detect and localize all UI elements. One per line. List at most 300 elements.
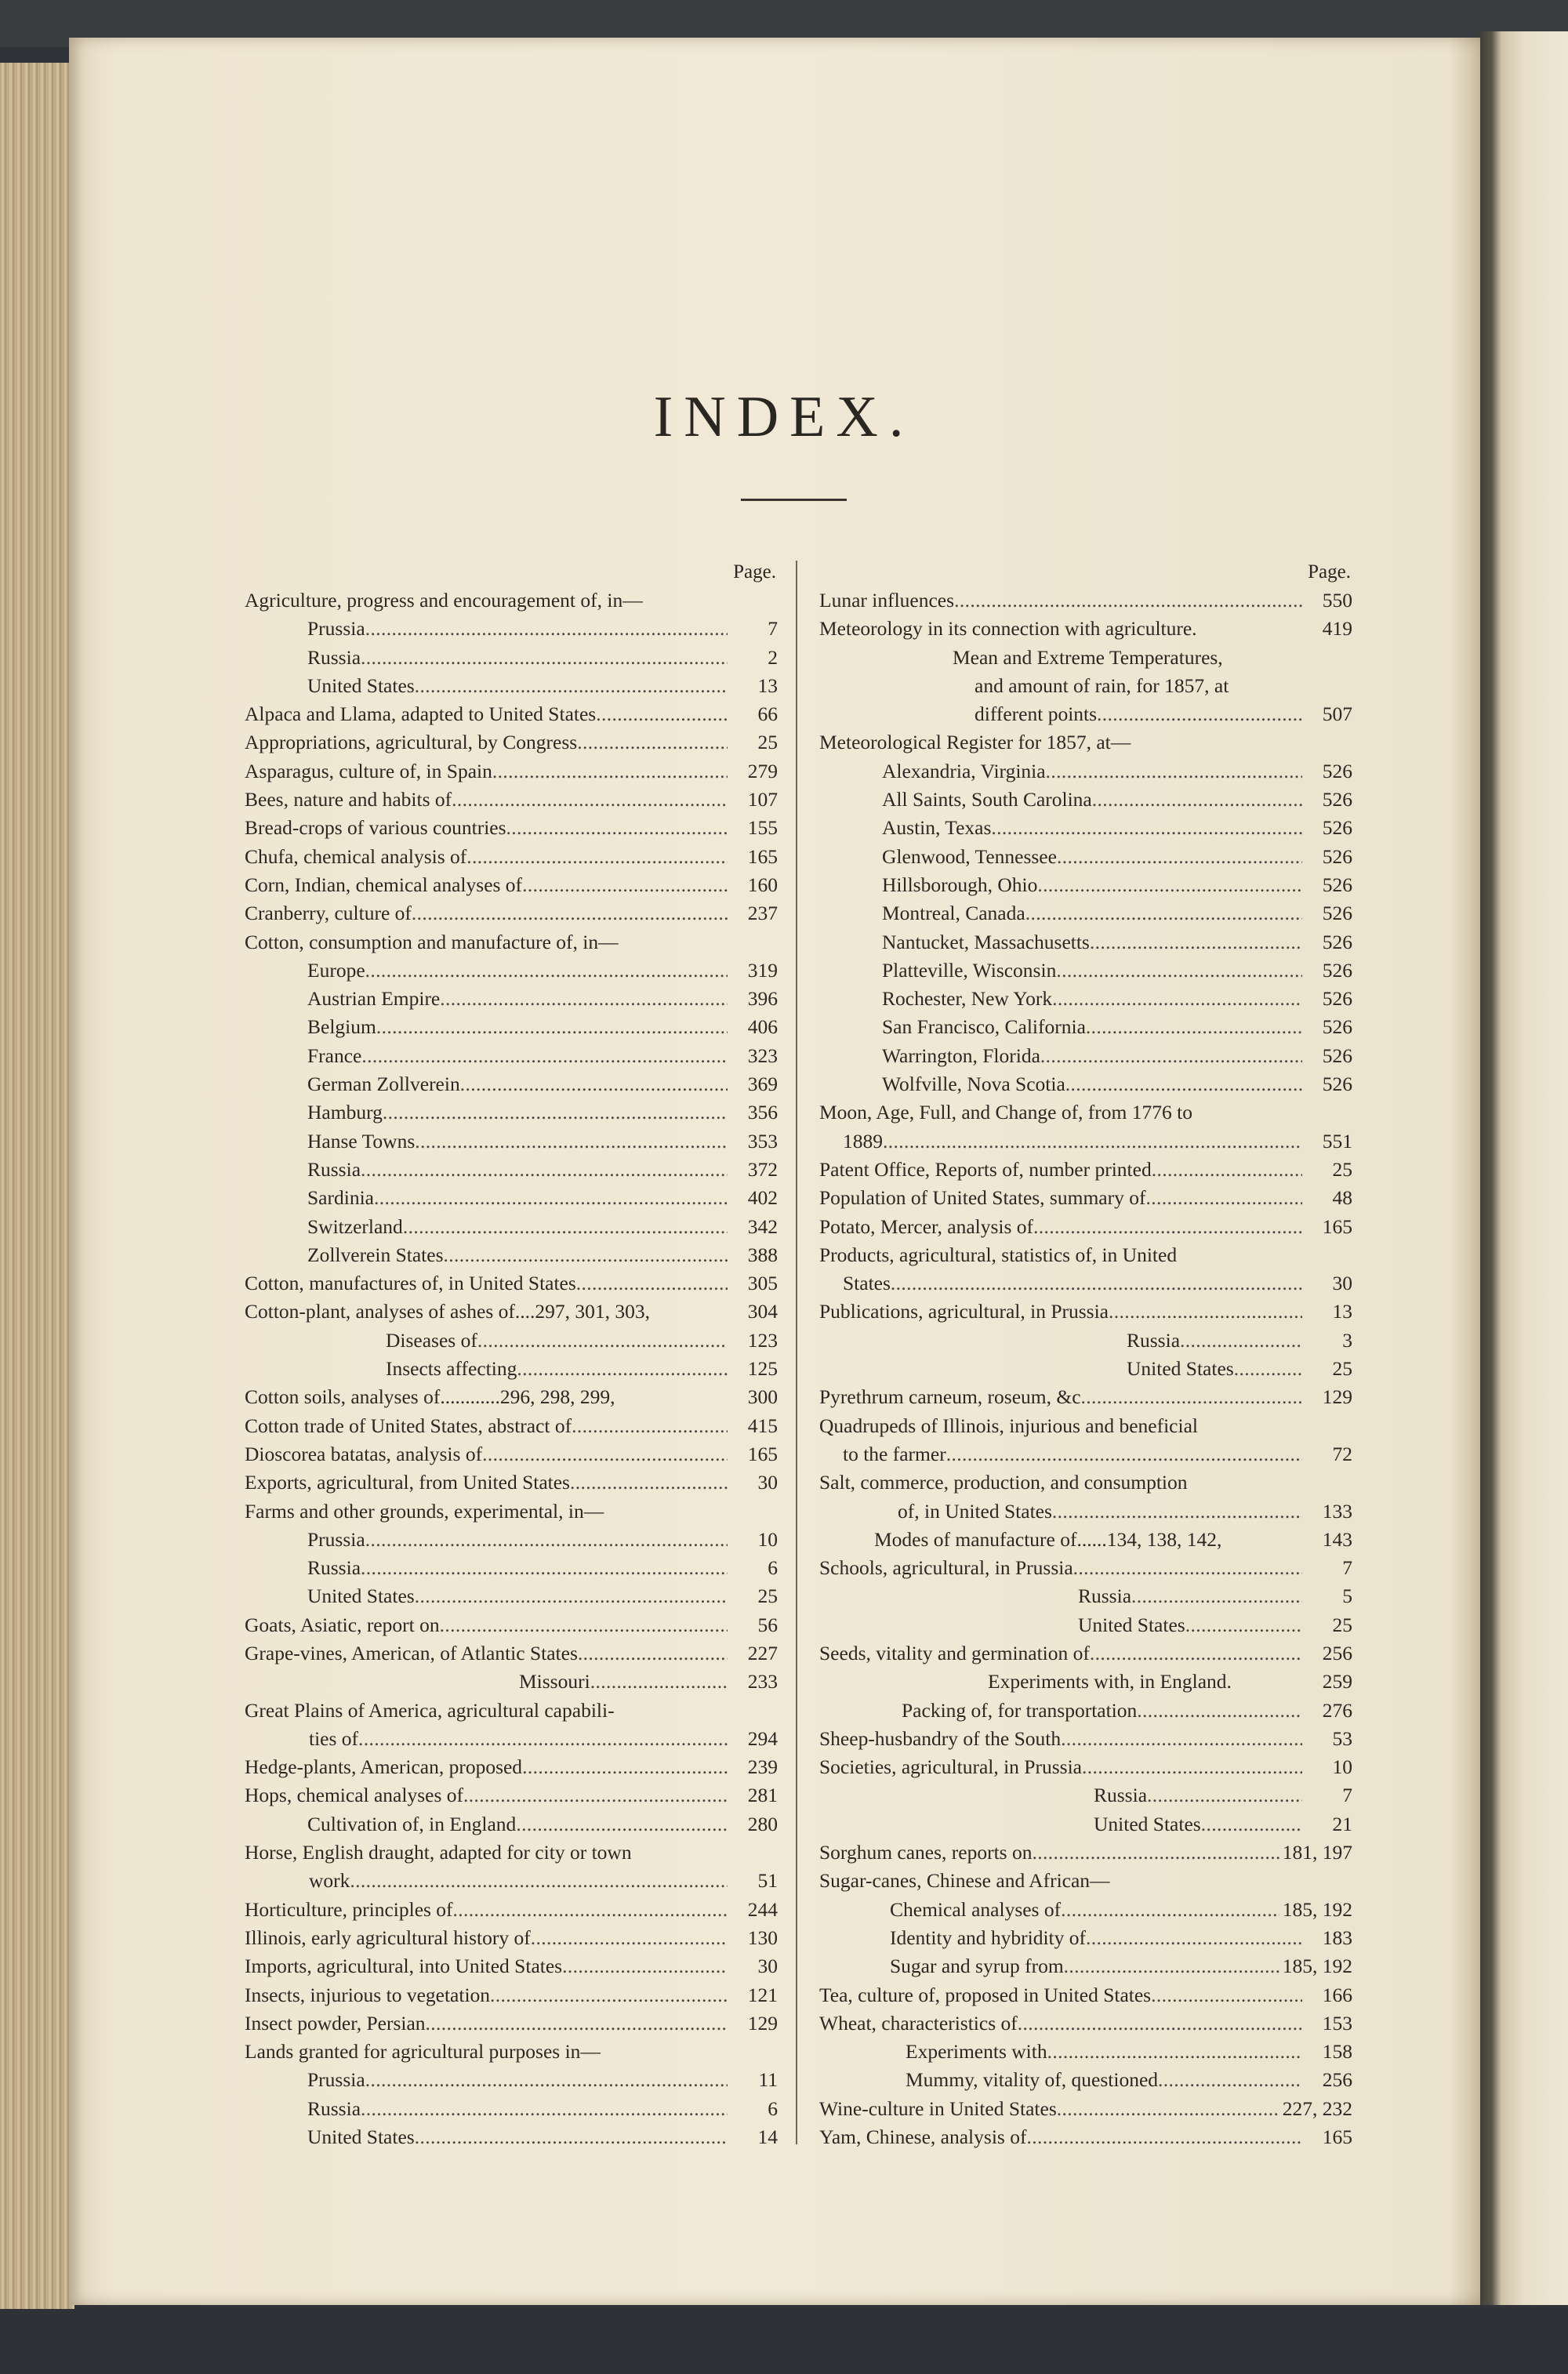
index-entry [819,1098,1352,1127]
dot-leader [415,672,728,700]
dot-leader [358,1725,728,1753]
entry-page-number: 21 [1332,1812,1352,1835]
index-entry [245,1127,778,1156]
entry-text: Schools, agricultural, in Prussia [819,1556,1073,1580]
entry-text: San Francisco, California [882,1015,1086,1039]
index-entry [819,899,1352,927]
dot-leader [1057,843,1302,871]
entry-text: Dioscorea batatas, analysis of [245,1442,483,1465]
index-entry [819,1327,1352,1355]
dot-leader [361,1156,728,1184]
index-entry [245,1042,778,1070]
dot-leader [463,1781,728,1810]
entry-text: Wheat, characteristics of [819,2011,1018,2035]
index-entry [245,2009,778,2038]
index-entry [245,928,778,956]
dot-leader [361,644,728,672]
dot-leader [1026,2123,1302,2151]
entry-text: Cotton-plant, analyses of ashes of....297, 301, 303, [245,1300,651,1323]
entry-text: Illinois, early agricultural history of [245,1926,531,1949]
index-entry [819,1554,1352,1582]
entry-text: Population of United States, summary of [819,1186,1146,1210]
dot-leader [1033,1213,1302,1241]
dot-leader [361,1042,728,1070]
entry-page-number: 244 [747,1897,778,1921]
dot-leader [1064,1952,1279,1980]
index-entry [819,672,1352,700]
entry-text: Russia [1078,1584,1132,1608]
index-entry [819,1241,1352,1269]
index-entry [245,728,778,757]
dot-leader [482,1440,728,1468]
index-entry [245,1070,778,1098]
entry-page-number: 279 [747,759,778,782]
entry-text: Insect powder, Persian [245,2011,426,2035]
entry-text: Switzerland [307,1214,403,1238]
dot-leader [453,1896,728,1924]
index-entry [819,1668,1352,1696]
index-entry [819,757,1352,786]
entry-page-number: 276 [1322,1698,1352,1722]
entry-text: Agriculture, progress and encouragement of, in— [245,589,643,612]
entry-page-number: 526 [1322,788,1352,811]
entry-page-number: 133 [1322,1499,1352,1523]
entry-text: Yam, Chinese, analysis of [819,2125,1027,2149]
dot-leader [361,1554,728,1582]
index-entry [245,1298,778,1326]
entry-text: Hops, chemical analyses of [245,1784,463,1807]
entry-text: German Zollverein [307,1073,460,1096]
entry-text: Zollverein States [307,1243,444,1266]
entry-text: Austin, Texas [882,816,992,840]
entry-page-number: 526 [1322,930,1352,953]
entry-page-number: 125 [747,1357,778,1381]
dot-leader [891,1269,1302,1298]
entry-text: Seeds, vitality and germination of [819,1641,1090,1664]
entry-page-number: 7 [1342,1784,1352,1807]
dot-leader [383,1098,728,1127]
index-entry [245,1013,778,1041]
entry-text: Cotton, consumption and manufacture of, in— [245,930,619,953]
dot-leader [415,1127,728,1156]
entry-text: Chufa, chemical analysis of [245,844,467,868]
index-entry [245,615,778,643]
dot-leader [1040,1042,1302,1070]
index-entry [245,814,778,842]
index-entry [819,1468,1352,1497]
entry-text: Lunar influences [819,589,955,612]
entry-page-number: 129 [1322,1385,1352,1409]
entry-text: Experiments with, in England. [988,1670,1232,1693]
dot-leader [365,956,728,985]
dot-leader [1097,700,1302,728]
entry-text: Hedge-plants, American, proposed [245,1755,523,1779]
entry-page-number: 3 [1342,1328,1352,1352]
entry-text: Prussia [307,2068,365,2092]
index-entry [245,1440,778,1468]
entry-page-number: 294 [747,1726,778,1750]
entry-text: Nantucket, Massachusetts [882,930,1090,953]
dot-leader [1201,1810,1302,1839]
dot-leader [883,1127,1302,1156]
entry-page-number: 30 [757,1955,778,1978]
entry-page-number: 25 [1332,1157,1352,1181]
entry-page-number: 13 [1332,1300,1352,1323]
entry-page-number: 56 [757,1613,778,1636]
dot-leader [365,2066,728,2094]
entry-page-number: 281 [747,1784,778,1807]
entry-text: All Saints, South Carolina [882,788,1092,811]
index-entry [819,2123,1352,2151]
index-entry [245,843,778,871]
dot-leader [1018,2009,1302,2038]
entry-text: Sugar-canes, Chinese and African— [819,1869,1110,1893]
facing-page-edge [1478,31,1568,2305]
entry-page-number: 155 [747,816,778,840]
entry-page-number: 233 [747,1670,778,1693]
entry-page-number: 227 [747,1641,778,1664]
dot-leader [1092,786,1302,814]
entry-page-number: 415 [747,1414,778,1437]
dot-leader [1152,1156,1302,1184]
entry-text: Wolfville, Nova Scotia [882,1073,1065,1096]
entry-page-number: 369 [747,1073,778,1096]
entry-page-number: 123 [747,1328,778,1352]
dot-leader [376,1013,728,1041]
index-entry [245,1383,778,1411]
entry-page-number: 6 [768,1556,778,1580]
dot-leader [517,1355,728,1383]
dot-leader [1137,1697,1302,1725]
entry-text: Cultivation of, in England [307,1812,517,1835]
entry-text: Warrington, Florida [882,1044,1040,1067]
entry-page-number: 25 [1332,1613,1352,1636]
dot-leader [477,1327,728,1355]
entry-page-number: 280 [747,1812,778,1835]
entry-page-number: 526 [1322,1015,1352,1039]
entry-page-number: 10 [1332,1755,1352,1779]
entry-page-number: 551 [1322,1129,1352,1153]
entry-text: Insects affecting [386,1357,517,1381]
entry-page-number: 13 [757,673,778,697]
index-entry [245,1611,778,1639]
entry-text: Meteorological Register for 1857, at— [819,731,1131,754]
entry-page-number: 25 [1332,1357,1352,1381]
dot-leader [1090,1639,1302,1668]
entry-page-number: 6 [768,2096,778,2120]
index-entry [245,956,778,985]
dot-leader [1073,1554,1302,1582]
dot-leader [1151,1981,1302,2009]
entry-text: Goats, Asiatic, report on [245,1613,440,1636]
index-entry [245,1924,778,1952]
index-entry [819,1383,1352,1411]
dot-leader [1057,2095,1279,2123]
dot-leader [576,1269,728,1298]
entry-text: Sardinia [307,1186,374,1210]
dot-leader [1180,1327,1302,1355]
entry-page-number: 526 [1322,816,1352,840]
entry-page-number: 30 [1332,1272,1352,1295]
dot-leader [1086,1924,1302,1952]
index-entry [245,2038,778,2066]
entry-text: Hillsborough, Ohio [882,873,1038,896]
page-column-header: Page. [733,561,776,583]
entry-text: Russia [1127,1328,1181,1352]
entry-text: Quadrupeds of Illinois, injurious and beneficial [819,1414,1198,1437]
index-entry [245,1269,778,1298]
index-entry [819,843,1352,871]
dot-leader [412,899,728,927]
dot-leader [440,985,728,1013]
index-column-left [245,558,778,2151]
dot-leader [596,700,728,728]
entry-page-number: 256 [1322,1641,1352,1664]
entry-page-number: 53 [1332,1726,1352,1750]
index-entry [819,1896,1352,1924]
page-column-header: Page. [1308,561,1351,583]
dot-leader [452,786,728,814]
dot-leader [1185,1611,1302,1639]
entry-text: Moon, Age, Full, and Change of, from 1776 to [819,1101,1192,1124]
entry-text: Bees, nature and habits of [245,788,452,811]
entry-text: Modes of manufacture of......134, 138, 142, [874,1527,1222,1551]
entry-page-number: 304 [747,1300,778,1323]
index-entry [819,644,1352,672]
entry-page-number: 153 [1322,2011,1352,2035]
index-entry [819,786,1352,814]
column-divider [796,561,797,2144]
index-column-right [819,558,1352,2151]
entry-text: Prussia [307,617,365,641]
entry-text: France [307,1044,362,1067]
index-entry [819,1497,1352,1526]
dot-leader [1145,1184,1302,1212]
entry-page-number: 30 [757,1471,778,1494]
index-entry [245,1639,778,1668]
entry-text: Hanse Towns [307,1129,416,1153]
entry-text: Cranberry, culture of [245,902,412,925]
scan-bottom-border [0,2309,1568,2374]
entry-text: United States [307,673,415,697]
index-entry [245,1810,778,1839]
dot-leader [516,1810,728,1839]
index-entry [819,1013,1352,1041]
entry-page-number: 107 [747,788,778,811]
entry-text: States [843,1272,891,1295]
index-entry [819,1156,1352,1184]
entry-text: Pyrethrum carneum, roseum, &c [819,1385,1081,1409]
entry-text: Appropriations, agricultural, by Congress [245,731,578,754]
index-entry [819,956,1352,985]
index-entry [819,1298,1352,1326]
entry-text: Identity and hybridity of [890,1926,1086,1949]
entry-text: Experiments with [906,2040,1047,2064]
entry-text: United States [1078,1613,1185,1636]
entry-text: work [309,1869,350,1893]
dot-leader [1065,1070,1302,1098]
entry-page-number: 356 [747,1101,778,1124]
entry-text: Cotton trade of United States, abstract of [245,1414,572,1437]
entry-text: Europe [307,958,365,982]
dot-leader [444,1241,728,1269]
entry-text: and amount of rain, for 1857, at [975,673,1229,697]
index-entry [819,1753,1352,1781]
entry-text: Societies, agricultural, in Prussia [819,1755,1082,1779]
entry-page-number: 185, 192 [1282,1955,1352,1978]
index-entry [819,1355,1352,1383]
index-entry [819,700,1352,728]
dot-leader [1158,2066,1302,2094]
dot-leader [1147,1781,1302,1810]
entry-text: Austrian Empire [307,987,441,1011]
index-entry [819,1839,1352,1867]
entry-page-number: 11 [758,2068,778,2092]
dot-leader [572,1412,728,1440]
dot-leader [1052,985,1302,1013]
entry-text: Bread-crops of various countries [245,816,506,840]
dot-leader [403,1213,728,1241]
entry-text: Cotton, manufactures of, in United States [245,1272,576,1295]
entry-text: Glenwood, Tennessee [882,844,1057,868]
dot-leader [1047,2038,1302,2066]
entry-text: Cotton soils, analyses of............296, 298, 299, [245,1385,615,1409]
dot-leader [1090,928,1302,956]
index-entry [245,1098,778,1127]
index-entry [245,1753,778,1781]
index-entry [819,1639,1352,1668]
dot-leader [466,843,728,871]
entry-page-number: 160 [747,873,778,896]
entry-page-number: 526 [1322,987,1352,1011]
dot-leader [426,2009,728,2038]
index-entry [245,1327,778,1355]
entry-page-number: 158 [1322,2040,1352,2064]
entry-text: Russia [307,2096,361,2120]
dot-leader [361,2095,728,2123]
entry-page-number: 526 [1322,1044,1352,1067]
dot-leader [1109,1298,1302,1326]
entry-text: Russia [1094,1784,1148,1807]
entry-text: United States [307,2125,415,2149]
dot-leader [570,1468,728,1497]
dot-leader [365,1526,728,1554]
entry-page-number: 239 [747,1755,778,1779]
index-entry [245,1781,778,1810]
index-entry [245,1526,778,1554]
entry-page-number: 550 [1322,589,1352,612]
dot-leader [490,1981,728,2009]
entry-text: Chemical analyses of [890,1897,1062,1921]
entry-text: Tea, culture of, proposed in United States [819,1983,1152,2006]
entry-text: United States [307,1584,415,1608]
entry-page-number: 305 [747,1272,778,1295]
index-entry [245,1952,778,1980]
index-entry [819,615,1352,643]
index-entry [819,2066,1352,2094]
entry-page-number: 396 [747,987,778,1011]
index-entry [245,672,778,700]
index-entry [819,1412,1352,1440]
entry-page-number: 51 [757,1869,778,1893]
entry-page-number: 526 [1322,958,1352,982]
entry-text: Russia [307,1157,361,1181]
dot-leader [460,1070,728,1098]
entry-text: Publications, agricultural, in Prussia [819,1300,1109,1323]
entry-page-number: 181, 197 [1282,1841,1352,1864]
entry-page-number: 165 [747,1442,778,1465]
entry-text: Great Plains of America, agricultural capabili- [245,1698,615,1722]
entry-page-number: 353 [747,1129,778,1153]
index-entry [245,586,778,615]
index-entry [819,1924,1352,1952]
entry-page-number: 419 [1322,617,1352,641]
entry-page-number: 227, 232 [1282,2096,1352,2120]
dot-leader [415,2123,728,2151]
index-entry [245,1213,778,1241]
index-entry [819,1582,1352,1610]
entry-page-number: 256 [1322,2068,1352,2092]
index-entry [819,1781,1352,1810]
index-entry [245,1697,778,1725]
entry-page-number: 185, 192 [1282,1897,1352,1921]
entry-page-number: 130 [747,1926,778,1949]
index-entry [245,1241,778,1269]
entry-page-number: 7 [1342,1556,1352,1580]
entry-text: Patent Office, Reports of, number printed [819,1157,1152,1181]
entry-text: Salt, commerce, production, and consumption [819,1471,1188,1494]
entry-page-number: 25 [757,731,778,754]
index-entry [819,985,1352,1013]
entry-page-number: 25 [757,1584,778,1608]
entry-text: ties of [309,1726,359,1750]
index-entry [245,1582,778,1610]
dot-leader [1037,871,1302,899]
entry-text: to the farmer [843,1442,946,1465]
title-rule [741,499,847,501]
index-entry [819,1070,1352,1098]
index-entry [245,700,778,728]
index-entry [245,899,778,927]
entry-page-number: 526 [1322,759,1352,782]
index-entry [245,1156,778,1184]
index-entry [819,2095,1352,2123]
dot-leader [1082,1753,1302,1781]
index-entry [819,1952,1352,1980]
entry-text: Meteorology in its connection with agriculture. [819,617,1197,641]
dot-leader [365,615,728,643]
index-entry [819,1867,1352,1895]
entry-text: Grape-vines, American, of Atlantic States [245,1641,578,1664]
entry-page-number: 526 [1322,873,1352,896]
entry-text: United States [1127,1357,1234,1381]
index-entry [819,928,1352,956]
entry-text: Platteville, Wisconsin [882,958,1057,982]
index-entry [819,586,1352,615]
entry-text: Exports, agricultural, from United States [245,1471,570,1494]
dot-leader [531,1924,728,1952]
dot-leader [374,1184,728,1212]
entry-page-number: 121 [747,1983,778,2006]
dot-leader [1234,1355,1302,1383]
entry-page-number: 183 [1322,1926,1352,1949]
index-entry [245,1896,778,1924]
index-entry [819,1269,1352,1298]
dot-leader [415,1582,728,1610]
dot-leader [440,1611,728,1639]
dot-leader [1131,1582,1302,1610]
entry-text: Sugar and syrup from [890,1955,1064,1978]
